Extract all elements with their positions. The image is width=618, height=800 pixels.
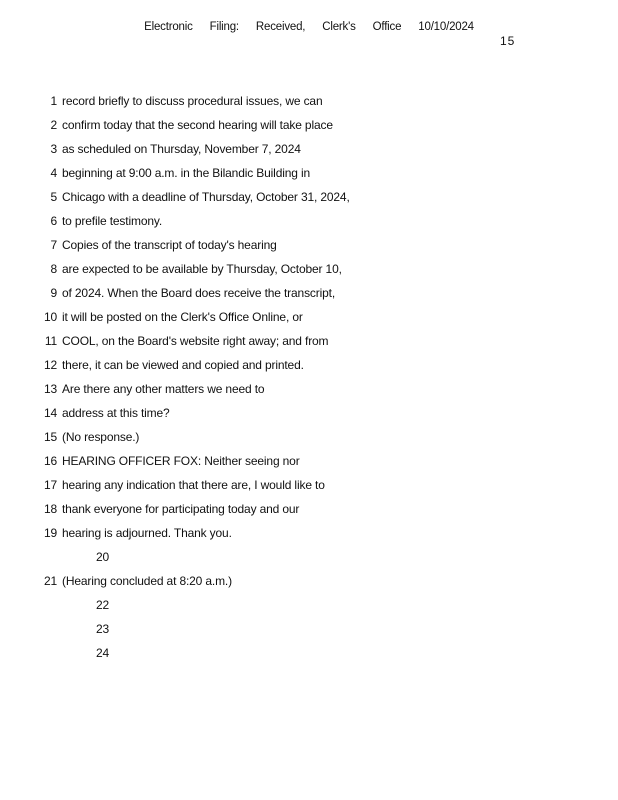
line-text: as scheduled on Thursday, November 7, 2024: [62, 142, 301, 156]
filing-header-part: Office: [372, 21, 402, 33]
line-number: 18: [43, 502, 57, 516]
line-text: thank everyone for participating today and our: [62, 502, 300, 516]
filing-header-part: 10/10/2024: [418, 21, 474, 33]
line-number: 4: [50, 166, 57, 180]
transcript-line: [40, 212, 420, 236]
transcript-line: [40, 524, 420, 548]
line-number: 14: [43, 406, 57, 420]
line-text: hearing any indication that there are, I would like to: [62, 478, 325, 492]
transcript-body: [40, 92, 420, 668]
line-text: (No response.): [62, 430, 140, 444]
filing-header-part: Electronic: [144, 21, 193, 33]
transcript-line: [40, 428, 420, 452]
line-number: 22: [95, 598, 109, 612]
line-number: 21: [43, 574, 57, 588]
line-text: hearing is adjourned. Thank you.: [62, 526, 232, 540]
line-number: 24: [95, 646, 109, 660]
transcript-line: [40, 308, 420, 332]
transcript-line: [40, 476, 420, 500]
line-number: 6: [50, 214, 57, 228]
line-text: (Hearing concluded at 8:20 a.m.): [62, 574, 232, 588]
transcript-line: [40, 332, 420, 356]
transcript-line: [40, 188, 420, 212]
transcript-line: [40, 620, 420, 644]
line-number: 16: [43, 454, 57, 468]
line-text: HEARING OFFICER FOX: Neither seeing nor: [62, 454, 300, 468]
transcript-line: [40, 644, 420, 668]
transcript-line: [40, 116, 420, 140]
line-number: 12: [43, 358, 57, 372]
line-number: 20: [95, 550, 109, 564]
filing-header: [0, 21, 618, 33]
transcript-line: [40, 380, 420, 404]
transcript-line: [40, 596, 420, 620]
line-text: address at this time?: [62, 406, 170, 420]
line-number: 11: [44, 334, 57, 348]
line-number: 13: [43, 382, 57, 396]
line-number: 5: [50, 190, 57, 204]
transcript-line: [40, 140, 420, 164]
line-text: it will be posted on the Clerk's Office Online, or: [62, 310, 303, 324]
line-number: 19: [43, 526, 57, 540]
line-number: 7: [50, 238, 57, 252]
line-text: Chicago with a deadline of Thursday, October 31, 2024,: [62, 190, 350, 204]
line-text: confirm today that the second hearing will take place: [62, 118, 333, 132]
line-number: 15: [43, 430, 57, 444]
transcript-line: [40, 260, 420, 284]
filing-header-part: Clerk's: [322, 21, 356, 33]
transcript-line: [40, 500, 420, 524]
line-number: 17: [43, 478, 57, 492]
transcript-line: [40, 236, 420, 260]
transcript-line: [40, 164, 420, 188]
line-number: 23: [95, 622, 109, 636]
line-number: 8: [50, 262, 57, 276]
line-text: Are there any other matters we need to: [62, 382, 265, 396]
transcript-line: [40, 92, 420, 116]
line-text: COOL, on the Board's website right away; and from: [62, 334, 329, 348]
line-number: 2: [50, 118, 57, 132]
page-number: 15: [500, 34, 516, 48]
line-text: to prefile testimony.: [62, 214, 163, 228]
line-text: record briefly to discuss procedural issues, we can: [62, 94, 323, 108]
line-number: 3: [50, 142, 57, 156]
transcript-line: [40, 356, 420, 380]
transcript-line: [40, 572, 420, 596]
line-text: there, it can be viewed and copied and printed.: [62, 358, 304, 372]
line-number: 10: [43, 310, 57, 324]
transcript-line: [40, 452, 420, 476]
transcript-line: [40, 284, 420, 308]
line-number: 1: [50, 94, 57, 108]
line-text: are expected to be available by Thursday, October 10,: [62, 262, 342, 276]
filing-header-part: Received,: [255, 21, 306, 33]
transcript-line: [40, 404, 420, 428]
line-text: beginning at 9:00 a.m. in the Bilandic Building in: [62, 166, 311, 180]
filing-header-part: Filing:: [209, 21, 239, 33]
line-number: 9: [50, 286, 57, 300]
line-text: of 2024. When the Board does receive the transcript,: [62, 286, 336, 300]
line-text: Copies of the transcript of today's hearing: [62, 238, 277, 252]
transcript-line: [40, 548, 420, 572]
